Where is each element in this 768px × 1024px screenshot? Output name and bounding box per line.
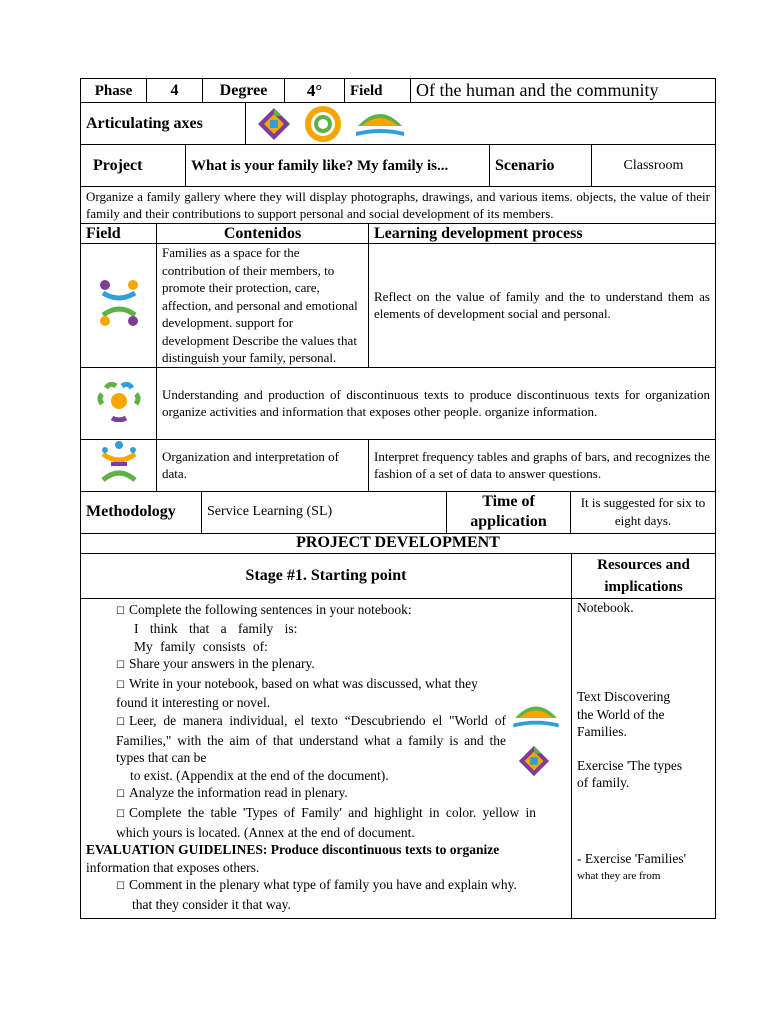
project-table [80,144,716,224]
axes-label: Articulating axes [81,103,246,145]
interculturality-icon [354,106,406,142]
resource-text: Text Discovering the World of the Families. [577,689,671,740]
reading-icon [302,106,344,142]
phase-label: Phase [81,79,147,103]
list-item: I think that a family is: [134,621,298,637]
contents-cell: Families as a space for the contribution of their members, to promote their protection, care, affection, and personal and emotional development. support for development Describe the values that distinguish your family, personal. [157,244,369,368]
list-item: to exist. (Appendix at the end of the document). [130,767,389,783]
phase-value: 4 [147,79,203,103]
checkbox-icon: ☐ [116,679,125,691]
list-item: ☐ Complete the table 'Types of Family' and highlight in color. yellow in which yours is located. (Annex at the end of document. [116,805,536,840]
list-item: ☐ Comment in the plenary what type of family you have and explain why. [116,877,517,893]
evaluation-text: information that exposes others. [86,859,260,875]
list-item: ☐ Leer, de manera individual, el texto “Descubriendo el "World of Families," with the aim of that understand what a family is and the types that can be [116,713,506,766]
development-title: PROJECT DEVELOPMENT [81,533,716,553]
knowledge-icon [97,440,141,486]
contents-cell: Organization and interpretation of data. [157,439,369,491]
table-row [81,244,716,368]
checkbox-icon: ☐ [116,605,125,617]
degree-label: Degree [203,79,285,103]
resource-families-sub: what they are from [577,869,661,882]
resources-title: Resources and implications [572,553,716,598]
header-table [80,78,716,103]
project-label: Project [81,145,186,187]
table-row [81,367,716,439]
planning-document [80,78,716,919]
field-cell [81,367,157,439]
col-contents: Contenidos [157,224,369,244]
stage-title: Stage #1. Starting point [81,553,572,598]
field-cell [81,244,157,368]
methodology-table [80,491,716,534]
ethics-icon [97,279,141,327]
task-list [86,601,536,842]
resource-families: - Exercise 'Families' [577,851,687,867]
fields-table [80,223,716,492]
list-item: ☐ Share your answers in the plenary. [116,656,315,672]
scenario-label: Scenario [490,145,592,187]
checkbox-icon: ☐ [116,660,125,672]
checkbox-icon: ☐ [116,717,125,729]
methodology-value: Service Learning (SL) [202,491,447,533]
list-item: My family consists of: [134,638,268,654]
process-cell: Reflect on the value of family and the to understand them as elements of development social and personal. [369,244,716,368]
list-item: ☐ Write in your notebook, based on what was discussed, what they found it interesting or novel. [116,675,478,711]
development-table [80,533,716,919]
methodology-label: Methodology [81,491,202,533]
col-process: Learning development process [369,224,716,244]
checkbox-icon: ☐ [116,809,125,821]
time-label: Time of application [447,491,571,533]
resource-exercise: Exercise 'The types of family. [577,757,683,791]
field-value: Of the human and the community [411,79,716,103]
tasks-cell [81,598,572,918]
process-cell: Interpret frequency tables and graphs of bars, and recognizes the fashion of a set of data to answer questions. [369,439,716,491]
axes-table [80,102,716,145]
inclusion-icon [517,744,551,778]
checkbox-icon: ☐ [116,789,125,801]
languages-icon [96,380,142,422]
evaluation-heading: EVALUATION GUIDELINES: Produce discontinuous texts to organize [86,842,500,858]
time-value: It is suggested for six to eight days. [571,491,716,533]
project-title: What is your family like? My family is... [186,145,490,187]
interculturality-icon [511,699,561,733]
degree-value: 4° [285,79,345,103]
task-list [86,876,566,913]
checkbox-icon: ☐ [116,881,125,893]
table-row [81,439,716,491]
list-item: that they consider it that way. [132,897,291,912]
contents-cell: Understanding and production of discontinuous texts to produce discontinuous texts for organization organize activities and information that exposes other people. organize information. [157,367,716,439]
inclusion-icon [256,106,292,142]
col-field: Field [81,224,157,244]
resources-cell [572,598,716,918]
axes-icons [246,103,716,145]
list-item: ☐ Analyze the information read in plenary. [116,785,348,801]
field-label: Field [345,79,411,103]
scenario-value: Classroom [592,145,716,187]
project-description: Organize a family gallery where they will display photographs, drawings, and various items. objects, the value of their family and their contributions to support personal and social development of its members. [81,187,716,224]
field-cell [81,439,157,491]
list-item: ☐ Complete the following sentences in your notebook: [116,601,412,617]
resource-notebook: Notebook. [577,599,634,615]
